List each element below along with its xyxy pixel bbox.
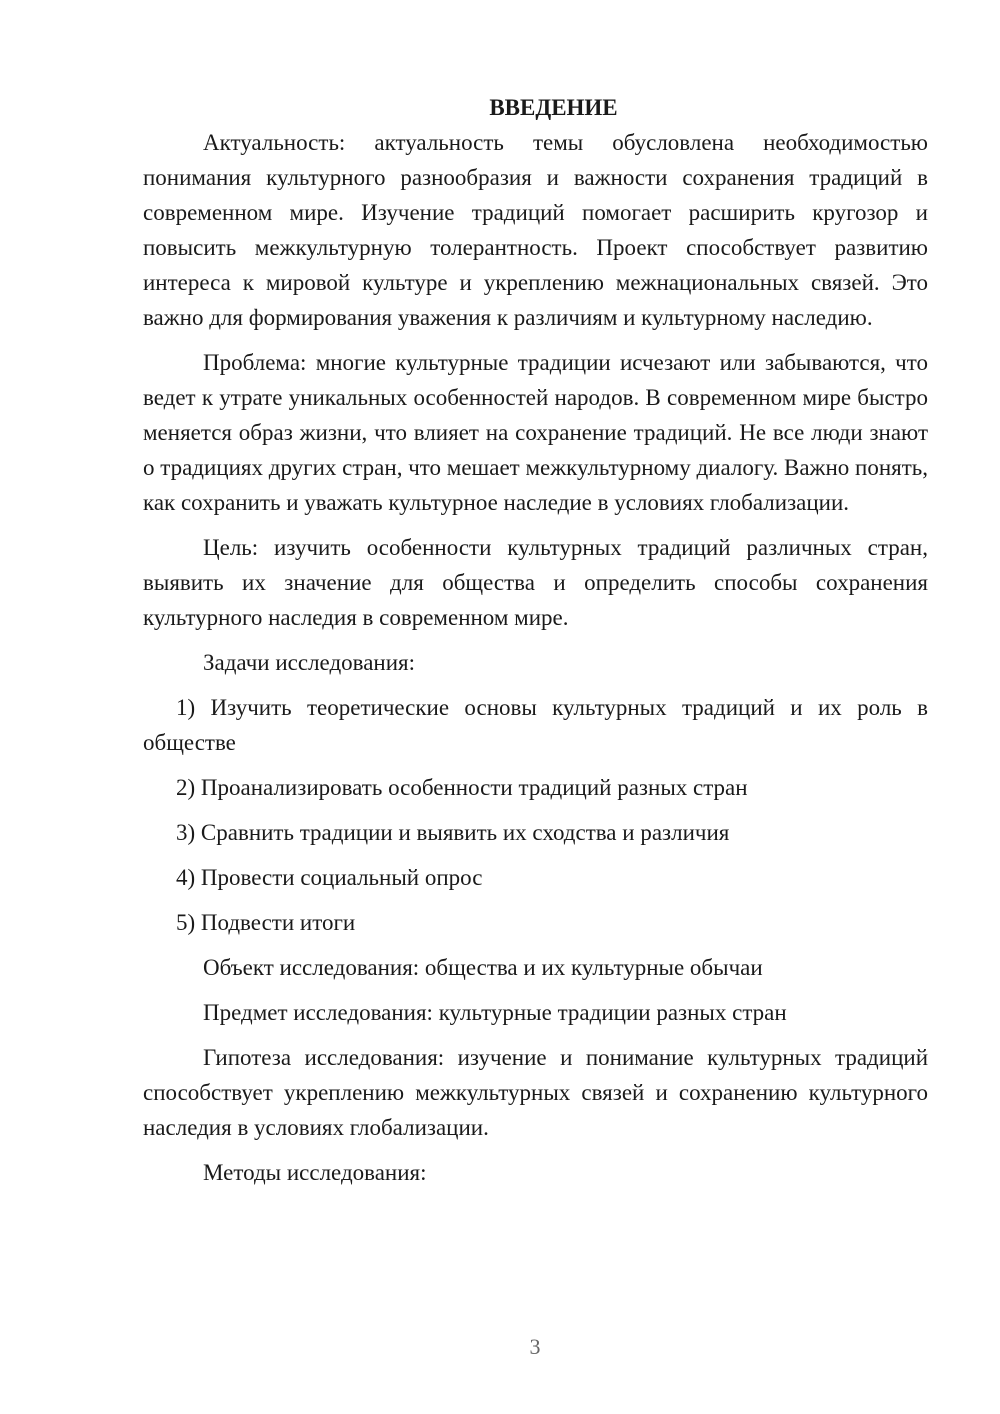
list-item: 1) Изучить теоретические основы культурных традиций и их роль в обществе	[143, 695, 928, 755]
paragraph-goal: Цель: изучить особенности культурных традиций различных стран, выявить их значение для общества и определить способы сохранения культурного наследия в современном мире.	[143, 535, 928, 630]
paragraph-problem: Проблема: многие культурные традиции исчезают или забываются, что ведет к утрате уникальных особенностей народов. В современном мире быстро меняется образ жизни, что влияет на сохранение традиций. Не все люди знают о традициях других стран, что мешает межкультурному диалогу. Важно понять, как сохранить и уважать культурное наследие в условиях глобализации.	[143, 350, 928, 515]
list-item: 3) Сравнить традиции и выявить их сходства и различия	[176, 820, 730, 845]
page-title: ВВЕДЕНИЕ	[489, 95, 618, 120]
tasks-list	[143, 690, 928, 940]
page-number: 3	[529, 1334, 541, 1359]
methods-heading: Методы исследования:	[203, 1160, 427, 1185]
tasks-heading: Задачи исследования:	[203, 650, 416, 675]
paragraph-subject: Предмет исследования: культурные традиции разных стран	[203, 1000, 787, 1025]
list-item: 4) Провести социальный опрос	[176, 865, 483, 890]
document-page	[143, 90, 928, 1200]
paragraph-object: Объект исследования: общества и их культурные обычаи	[203, 955, 763, 980]
list-item: 2) Проанализировать особенности традиций разных стран	[176, 775, 748, 800]
list-item: 5) Подвести итоги	[176, 910, 356, 935]
paragraph-relevance: Актуальность: актуальность темы обусловлена необходимостью понимания культурного разнообразия и важности сохранения традиций в современном мире. Изучение традиций помогает расширить кругозор и повысить межкультурную толерантность. Проект способствует развитию интереса к мировой культуре и укреплению межнациональных связей. Это важно для формирования уважения к различиям и культурному наследию.	[143, 130, 928, 330]
paragraph-hypothesis: Гипотеза исследования: изучение и понимание культурных традиций способствует укреплению межкультурных связей и сохранению культурного наследия в условиях глобализации.	[143, 1045, 928, 1140]
